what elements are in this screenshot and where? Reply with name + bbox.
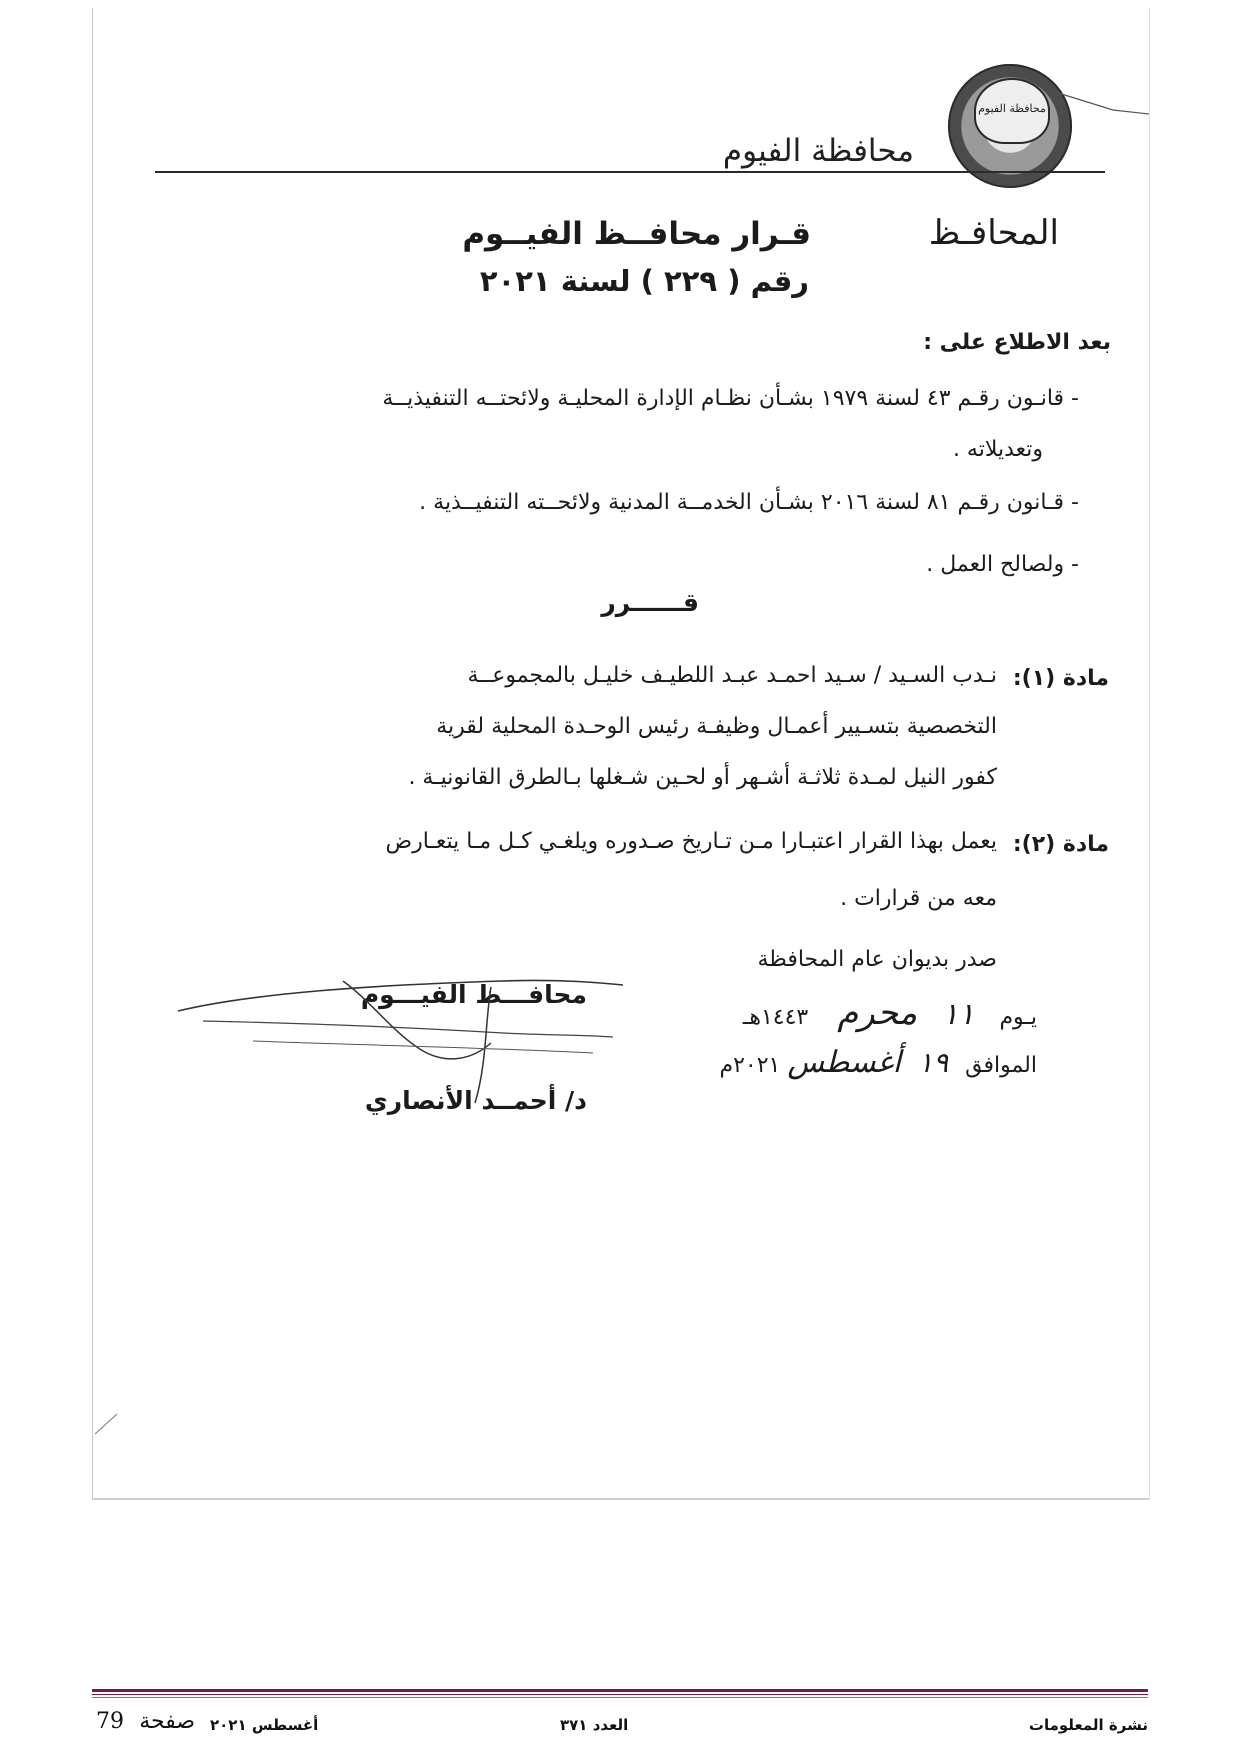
decree-number: رقم ( ٢٢٩ ) لسنة ٢٠٢١	[479, 264, 809, 298]
governorate-heading: محافظة الفيوم	[722, 133, 914, 169]
eagle-emblem-icon	[974, 78, 1050, 144]
article-2-label: مادة (٢):	[1012, 832, 1109, 857]
footer-page	[96, 1709, 195, 1734]
hijri-day: ١١	[942, 997, 975, 1032]
footer-rule	[92, 1689, 1148, 1692]
margin-pen-mark	[93, 1408, 123, 1438]
footer-publication: نشرة المعلومات	[1028, 1716, 1148, 1734]
resolved-heading: قــــــرر	[601, 588, 699, 617]
page-number: 79	[96, 1709, 124, 1734]
scanned-document	[92, 8, 1150, 1500]
gregorian-month: أغسطس	[787, 1045, 902, 1080]
article-1-line-3: كفور النيل لمـدة ثلاثـة أشـهر أو لحـين شـغلها بـالطرق القانونيـة .	[408, 765, 997, 790]
footer-month-year: أغسطس ٢٠٢١	[210, 1716, 319, 1734]
pen-stroke-mark	[1053, 88, 1150, 128]
gregorian-year: ٢٠٢١م	[719, 1053, 781, 1078]
preamble-intro: بعد الاطلاع على :	[923, 330, 1111, 355]
seal-caption: محافظة الفيوم	[978, 102, 1046, 115]
article-1-line-1: نـدب السـيد / سـيد احمـد عبـد اللطيـف خليـل بالمجموعــة	[467, 663, 997, 688]
footer-rule-thin	[92, 1694, 1148, 1695]
hijri-date	[743, 993, 1037, 1033]
article-1-label: مادة (١):	[1012, 666, 1109, 691]
preamble-item-3: - ولصالح العمل .	[926, 552, 1079, 577]
preamble-item-1-continued: وتعديلاته .	[952, 437, 1043, 462]
handwritten-signature	[173, 963, 633, 1113]
day-label: يـوم	[999, 1005, 1037, 1030]
signatory-name: د/ أحمــد الأنصاري	[364, 1086, 587, 1115]
preamble-item-1: - قانـون رقـم ٤٣ لسنة ١٩٧٩ بشـأن نظـام الإدارة المحليـة ولائحتــه التنفيذيــة	[382, 386, 1079, 411]
article-2-line-2: معه من قرارات .	[840, 886, 997, 911]
header-divider	[155, 171, 1105, 173]
gregorian-day: ١٩	[918, 1046, 949, 1079]
gregorian-date	[719, 1045, 1037, 1080]
article-1-line-2: التخصصية بتسـيير أعمـال وظيفـة رئيس الوحـدة المحلية لقرية	[436, 714, 997, 739]
issued-at: صدر بديوان عام المحافظة	[757, 947, 997, 972]
footer-rule-light	[92, 1697, 1148, 1698]
decree-title: قـرار محافــظ الفيــوم	[462, 216, 811, 252]
preamble-item-2: - قـانون رقـم ٨١ لسنة ٢٠١٦ بشـأن الخدمــة المدنية ولائحــته التنفيــذية .	[419, 490, 1079, 515]
signatory-title: محافـــظ الفيـــوم	[360, 980, 587, 1009]
issuer-label: المحافـظ	[928, 213, 1059, 253]
hijri-month: محرم	[837, 993, 918, 1033]
article-2-line-1: يعمل بهذا القرار اعتبـارا مـن تـاريخ صـدوره ويلغـي كـل مـا يتعـارض	[385, 829, 997, 854]
scan-edge	[93, 1498, 1149, 1500]
page-label: صفحة	[139, 1709, 196, 1734]
footer-issue: العدد ٣٧١	[560, 1716, 629, 1734]
gregorian-label: الموافق	[965, 1053, 1037, 1078]
hijri-year: ١٤٤٣هـ	[742, 1005, 809, 1030]
